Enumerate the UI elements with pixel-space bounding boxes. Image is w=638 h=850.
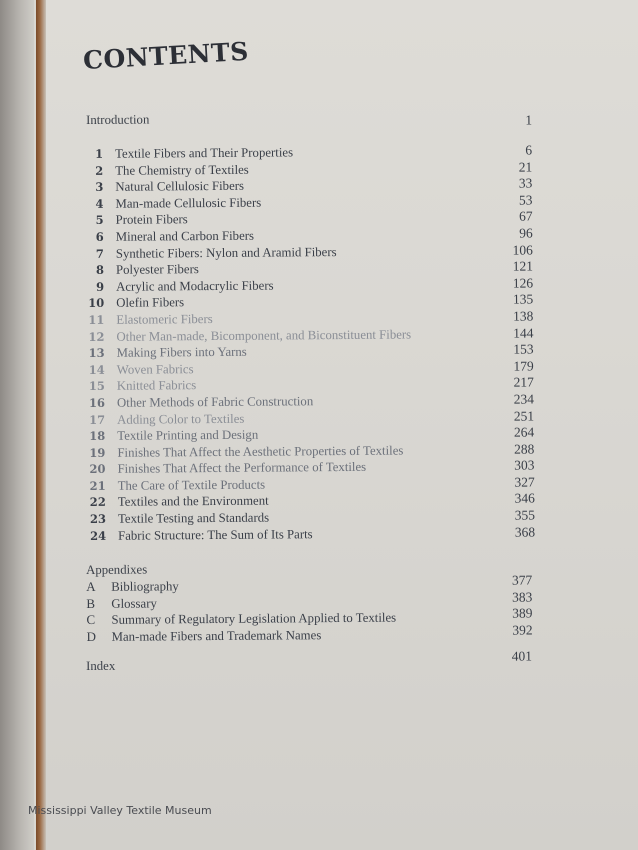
appendix-page: 389 [512,605,533,621]
chapter-title: Man-made Cellulosic Fibers [115,195,262,211]
appendix-letter: C [86,612,96,628]
chapter-title: Making Fibers into Yarns [116,344,247,360]
chapter-title: Mineral and Carbon Fibers [115,228,255,244]
chapter-page: 251 [513,407,535,424]
chapter-page: 234 [513,391,535,407]
chapter-number: 19 [89,445,106,460]
appendix-page: 392 [512,622,533,638]
page-edge [36,0,46,850]
chapter-number: 16 [88,395,106,410]
chapter-page: 6 [525,142,533,158]
chapter-page: 303 [514,457,535,473]
chapter-page: 368 [514,524,536,540]
appendix-list [86,572,533,645]
chapter-title: Adding Color to Textiles [117,411,245,427]
chapter-page: 126 [512,275,534,291]
appendixes-heading: Appendixes [86,562,148,577]
chapter-title: Finishes That Affect the Aesthetic Properties of Textiles [117,443,404,460]
chapter-number: 8 [95,263,105,278]
page-title: CONTENTS [82,36,250,75]
chapter-number: 10 [88,296,105,311]
chapter-title: The Care of Textile Products [117,477,266,493]
chapter-number: 12 [88,329,105,344]
appendix-page: 383 [511,589,533,605]
chapter-title: Acrylic and Modacrylic Fibers [116,278,274,294]
chapter-number: 2 [95,163,104,178]
chapter-page: 53 [518,192,533,208]
chapter-number: 3 [95,180,104,195]
chapter-number: 13 [88,345,105,361]
chapter-title: Olefin Fibers [116,295,185,311]
chapter-page: 217 [513,374,534,390]
chapter-page: 96 [519,225,533,241]
index-label: Index [86,658,116,673]
chapter-number: 23 [89,511,106,527]
appendix-title: Summary of Regulatory Legislation Applied to Textiles [111,610,397,627]
chapter-page: 179 [513,358,534,374]
appendix-title: Glossary [111,596,157,611]
watermark: Mississippi Valley Textile Museum [28,804,212,817]
chapter-title: Knitted Fabrics [116,378,197,394]
chapter-page: 153 [513,341,534,357]
chapter-title: Textile Fibers and Their Properties [115,145,294,161]
introduction-label: Introduction [86,112,150,127]
chapter-title: Textile Printing and Design [117,427,259,443]
appendix-title: Man-made Fibers and Trademark Names [111,627,322,644]
chapter-number: 4 [95,196,104,211]
chapter-page: 346 [514,490,535,507]
introduction-page: 1 [525,112,533,128]
chapter-number: 9 [96,279,105,294]
chapter-page: 138 [513,308,534,324]
chapter-number: 6 [95,229,104,244]
binding-shadow [0,0,34,850]
chapter-page: 21 [518,159,533,175]
chapter-page: 355 [514,507,535,523]
chapter-page: 264 [513,424,535,440]
chapter-page: 144 [513,325,534,341]
chapter-page: 288 [514,441,535,457]
chapter-number: 22 [89,495,106,510]
chapter-list [86,142,535,544]
introduction-entry [86,108,532,128]
appendixes-section [86,558,533,645]
chapter-page: 67 [519,208,533,224]
chapter-title: Polyester Fibers [115,262,199,277]
appendix-letter: D [86,628,97,644]
appendix-letter: B [86,595,96,611]
chapter-number: 21 [89,478,106,493]
chapter-row [89,524,535,544]
chapter-number: 17 [89,412,106,427]
appendix-row [86,622,533,645]
chapter-title: Other Man-made, Bicomponent, and Biconstituent Fibers [116,326,412,344]
chapter-page: 106 [512,242,533,258]
chapter-title: Synthetic Fibers: Nylon and Aramid Fibers [115,244,337,261]
chapter-number: 5 [95,213,104,228]
chapter-number: 20 [89,462,106,477]
chapter-number: 15 [88,379,105,394]
appendix-title: Bibliography [111,579,179,594]
chapter-number: 14 [88,362,105,377]
appendix-letter: A [86,578,96,594]
chapter-page: 327 [514,474,535,490]
chapter-page: 135 [512,291,534,307]
index-entry [86,648,533,673]
index-page: 401 [511,648,533,664]
chapter-number: 24 [89,528,107,543]
chapter-title: Fabric Structure: The Sum of Its Parts [118,526,313,543]
chapter-number: 11 [88,312,105,327]
chapter-number: 18 [89,428,106,444]
chapter-title: Elastomeric Fibers [116,311,213,327]
chapter-title: Finishes That Affect the Performance of Textiles [117,460,367,477]
chapter-page: 33 [518,175,533,191]
chapter-title: Protein Fibers [115,212,188,228]
chapter-page: 121 [512,258,534,274]
chapter-number: 1 [94,146,104,161]
chapter-title: Natural Cellulosic Fibers [115,178,245,194]
chapter-title: Woven Fabrics [116,361,194,377]
appendix-page: 377 [511,572,533,588]
chapter-title: Other Methods of Fabric Construction [116,394,314,410]
chapter-title: The Chemistry of Textiles [115,162,249,178]
chapter-title: Textiles and the Environment [117,494,269,510]
chapter-title: Textile Testing and Standards [117,510,270,526]
chapter-number: 7 [95,246,104,261]
